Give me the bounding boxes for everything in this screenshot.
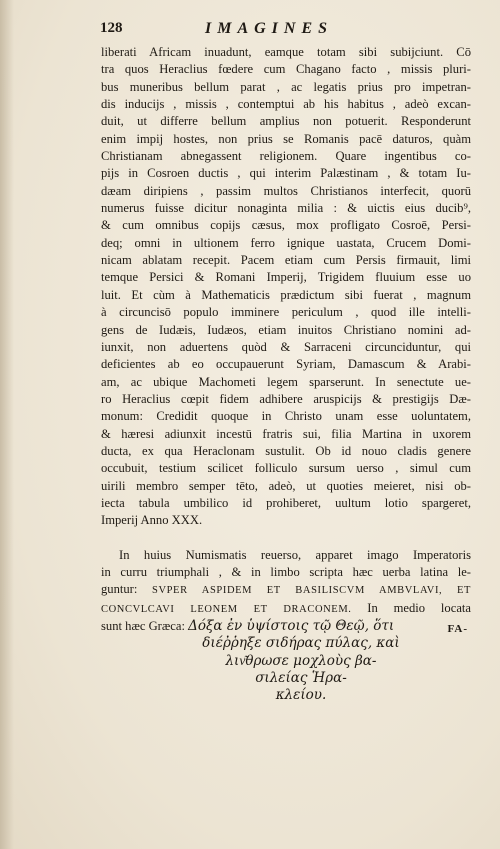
- text-run: sunt hæc Græca:: [101, 619, 189, 633]
- text-line: luit. Et cùm à Mathematicis prædictum sibi fuerat , magnum: [101, 287, 471, 302]
- text-line: ro Heraclius cœpit fidem adhibere aruspicijs & prestigijs Dæ-: [101, 391, 471, 406]
- catchword: FA-: [447, 623, 468, 635]
- text-line: & hæresi adiunxit incestū fratris sui, filia Martina in uxorem: [101, 426, 471, 441]
- text-line: dis inducijs , missis , contemptui ab his habitus , adeò excan-: [101, 97, 471, 112]
- inscription-greek-line: λιν͂θρωσε μοχλοὺς βα-: [225, 652, 377, 669]
- text-line: [101, 600, 471, 618]
- text-line: monum: Credidit quoque in Christo unam esse uoluntatem,: [101, 409, 471, 424]
- text-line-last: Imperij Anno XXX.: [101, 513, 203, 528]
- text-line: duit, ut differre bellum amplius non potuerit. Responderunt: [101, 114, 471, 129]
- paragraph-numismatic-reverse: [101, 547, 471, 705]
- page-number: 128: [100, 20, 123, 36]
- text-run: guntur:: [101, 582, 152, 597]
- text-line: dæam diripiens , passim multos Christianos interfecit, quorū: [101, 183, 471, 198]
- text-line: temque Persici & Romani Imperij, Trigidem fluuium esse uo: [101, 270, 471, 285]
- text-line: bus muneribus bellum parat , ac legatis prius pro impetran-: [101, 79, 471, 94]
- text-line: Christianam abnegassent religionem. Quare ingentibus co-: [101, 149, 471, 164]
- page-gutter-shadow: [0, 0, 14, 849]
- paragraph-spacer: [101, 530, 471, 547]
- page-header: [100, 20, 472, 42]
- inscription-latin: CONCVLCAVI LEONEM ET DRACONEM.: [101, 603, 352, 615]
- inscription-greek-line: σιλείας Ἡρα-: [255, 670, 347, 687]
- text-line: enim impij hostes, non prius se Romanis pacē daturos, quàm: [101, 131, 471, 146]
- text-line: gens de Iudæis, Iudæos, etiam inuitos Christiano nomini ad-: [101, 322, 471, 337]
- text-line: uirili membro semper tēto, adeò, ut quoties meieret, nisi ob-: [101, 478, 471, 493]
- text-line: am, ac ubique Machometi legem sparserunt. In senectute ue-: [101, 374, 471, 389]
- text-line: [101, 581, 471, 599]
- inscription-latin: SVPER ASPIDEM ET BASILISCVM AMBVLAVI, ET: [152, 585, 471, 597]
- text-line: in curru triumphali , & in limbo scripta hæc uerba latina le-: [101, 564, 471, 579]
- inscription-greek-line: διέῤῥηξε σιδήρας πύλας, καὶ: [202, 635, 400, 652]
- body-text: [101, 44, 471, 705]
- running-head: IMAGINES: [205, 20, 334, 37]
- paragraph-heraclius: [101, 44, 471, 530]
- text-line: & cum omnibus copijs cæsus, mox profligato Cosroē, Persi-: [101, 218, 471, 233]
- text-line: à circuncisō populo imminere periculum , quod ille intelli-: [101, 305, 471, 320]
- text-line: deq; omni in ultionem ferro ignique uastata, Crucem Domi-: [101, 235, 471, 250]
- inscription-greek: Δόξα ἐν ὑψίστοις τῷ Θεῷ, ὅτι: [188, 618, 395, 634]
- text-line: [101, 618, 471, 635]
- text-line: occubuit, testium scilicet folliculo sursum uerso , simul cum: [101, 461, 471, 476]
- text-line: In huius Numismatis reuerso, apparet imago Imperatoris: [119, 547, 471, 562]
- text-line: nicam ablatam recepit. Pacem etiam cum Persis firmauit, limi: [101, 253, 471, 268]
- text-line: tra quos Heraclius fœdere cum Chagano facto , missis pluri-: [101, 62, 471, 77]
- text-line: liberati Africam inuadunt, eamque totam sibi subijciunt. Cō: [101, 45, 471, 59]
- inscription-greek-line: κλείου.: [275, 687, 327, 704]
- text-line: deficientes ab eo occupauerunt Syriam, Damascum & Arabi-: [101, 357, 471, 372]
- text-line: iecta tabula umbilico id prohiberet, uultum lotio spargeret,: [101, 495, 471, 510]
- text-line: ducta, ex qua Heraclonam sustulit. Ob id nouo cladis genere: [101, 443, 471, 458]
- text-line: iunxit, non aduertens quòd & Sarraceni circunciduntur, qui: [101, 339, 471, 354]
- text-line: pijs in Cosroen ductis , qui interim Palæstinam , & totam Iu-: [101, 166, 471, 181]
- text-line: numerus fuisse dicitur nonaginta milia : & uictis eius ducib⁹,: [101, 201, 471, 216]
- text-run: In medio locata: [351, 600, 471, 615]
